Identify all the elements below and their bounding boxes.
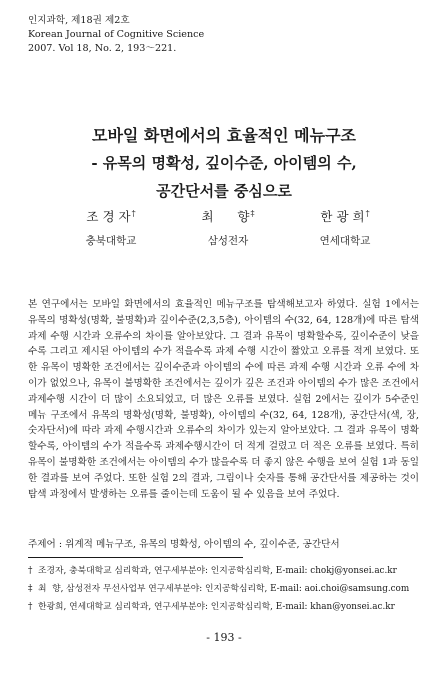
author-1-affiliation: 충북대학교 xyxy=(85,235,137,247)
author-2 xyxy=(168,207,288,225)
paper-subtitle-line1: - 유목의 명확성, 깊이수준, 아이템의 수, xyxy=(91,154,357,172)
author-mark: ‡ xyxy=(250,208,255,218)
journal-citation: 2007. Vol 18, No. 2, 193～221. xyxy=(28,43,177,55)
footnote-mark: † xyxy=(28,602,33,612)
footnote-text: 최 향, 삼성전자 무선사업부 연구세부분야: 인지공학심리학, E-mail: aoi.choi@samsung.com xyxy=(38,584,410,594)
journal-name-english: Korean Journal of Cognitive Science xyxy=(28,29,205,41)
footnote-mark: † xyxy=(28,566,33,576)
author-mark: † xyxy=(131,208,136,218)
footnote-author-1 xyxy=(28,563,397,576)
author-2-affiliation: 삼성전자 xyxy=(207,235,249,247)
author-mark: † xyxy=(365,208,370,218)
keywords-line: 주제어 : 위계적 메뉴구조, 유목의 명확성, 아이템의 수, 깊이수준, 공간단서 xyxy=(28,539,340,550)
abstract-text: 본 연구에서는 모바일 화면에서의 효율적인 메뉴구조를 탐색해보고자 하였다. 실험 1에서는 유목의 명확성(명확, 불명확)과 깊이수준(2,3,5층), 아이템의 수(32, 64, 128개)에 따른 탐색 과제 수행 시간과 오류수의 차이를 알아보았다. 그 결과 유목이 명확할수록, 깊이수준이 낮을수록 그리고 제시된 아이템의 수가 적을수록 과제 수행 시간이 짧았고 오류를 적게 보였다. 또한 유목이 명확한 조건에서는 깊이수준과 아이템의 수에 따른 과제 수행 시간과 오류 수에 차이가 없었으나, 유목이 불명확한 조건에서는 깊이가 깊은 조건과 아이템의 수가 많은 조건에서 과제수행 시간이 더 많이 소요되었고, 더 많은 오류를 보였다. 실험 2에서는 깊이가 5수준인 메뉴 구조에서 유목의 명확성(명확, 불명확), 아이템의 수(32, 64, 128개), 공간단서(색, 장, 숫자단서)에 따라 과제 수행시간과 오류수의 차이가 있는지 알아보았다. 그 결과 유목이 명확할수록, 아이템의 수가 적을수록 과제수행시간이 더 적게 걸렸고 더 적은 오류를 보였다. 특히 유목이 불명확한 조건에서는 아이템의 수가 많을수록 더 좋지 않은 수행을 보여 실험 1과 동일한 결과를 보여 주었다. 또한 실험 2의 결과, 그림이나 숫자를 통해 공간단서를 제공하는 것이 탐색 과정에서 발생하는 오류를 줄이는데 도움이 될 수 있음을 보여 주었다. xyxy=(28,299,419,500)
author-3-affiliation: 연세대학교 xyxy=(319,235,371,247)
author-name: 조 경 자 xyxy=(86,209,131,224)
page-number: - 193 - xyxy=(206,631,242,644)
footnote-divider xyxy=(28,557,243,558)
author-name: 한 광 희 xyxy=(320,209,365,224)
journal-header xyxy=(28,14,204,57)
footnote-text: 조경자, 충북대학교 심리학과, 연구세부분야: 인지공학심리학, E-mail: chokj@yonsei.ac.kr xyxy=(38,566,397,576)
footnote-text: 한광희, 연세대학교 심리학과, 연구세부분야: 인지공학심리학, E-mail: khan@yonsei.ac.kr xyxy=(38,602,395,612)
author-3 xyxy=(285,207,405,225)
paper-subtitle-line2: 공간단서를 중심으로 xyxy=(156,182,292,200)
journal-volume-korean: 인지과학, 제18권 제2호 xyxy=(28,15,130,26)
author-1 xyxy=(51,207,171,225)
footnote-author-3 xyxy=(28,599,395,612)
paper-title: 모바일 화면에서의 효율적인 메뉴구조 xyxy=(91,126,356,145)
author-name: 최 향 xyxy=(201,209,250,224)
footnote-mark: ‡ xyxy=(28,584,33,594)
footnote-author-2 xyxy=(28,581,409,594)
